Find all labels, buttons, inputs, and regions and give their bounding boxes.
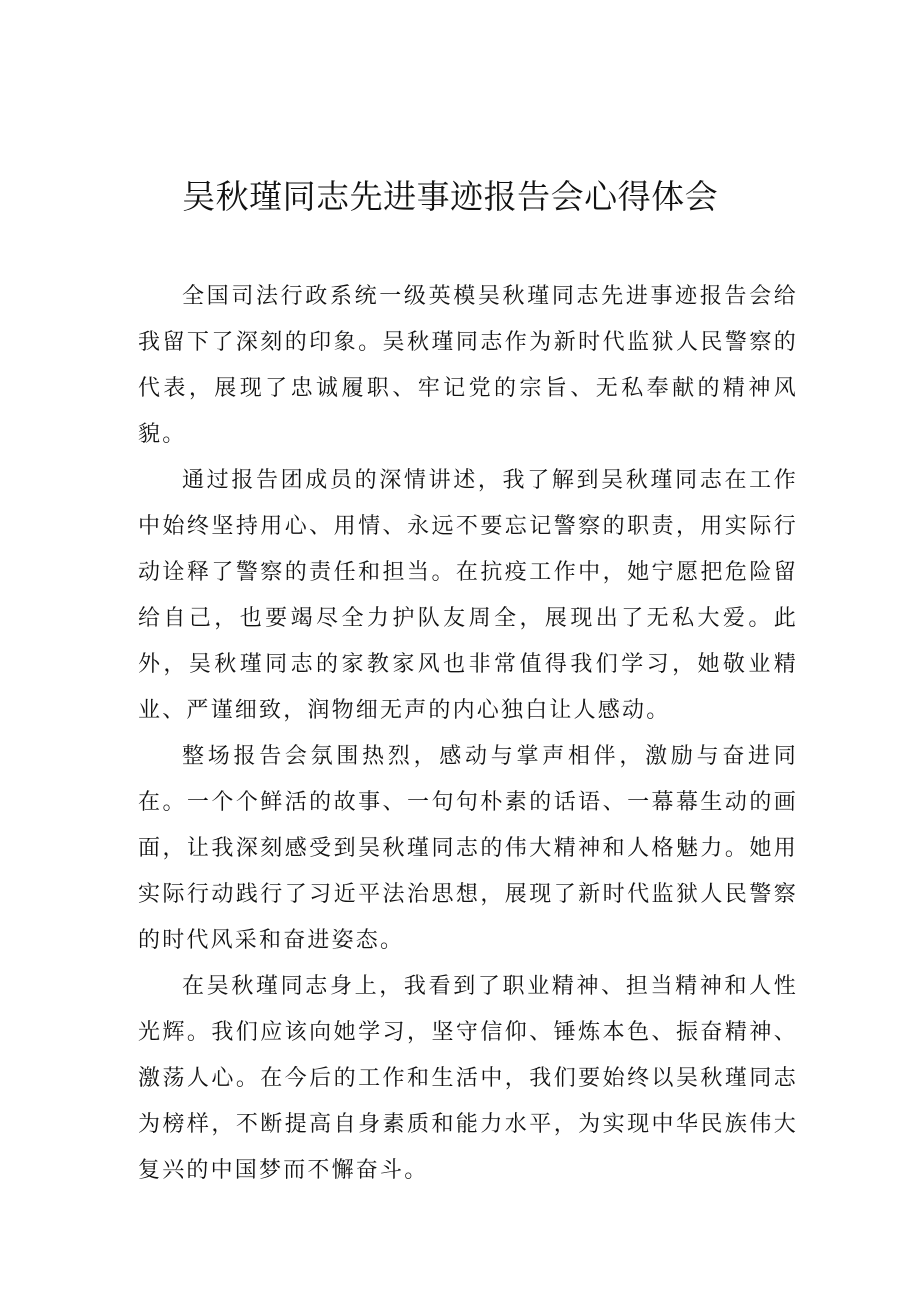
paragraph-3: 整场报告会氛围热烈，感动与掌声相伴，激励与奋进同在。一个个鲜活的故事、一句句朴素的话语、一幕幕生动的画面，让我深刻感受到吴秋瑾同志的伟大精神和人格魅力。她用实际行动践行了习近平法治思想，展现了新时代监狱人民警察的时代风采和奋进姿态。 [138, 744, 798, 953]
paragraph-4: 在吴秋瑾同志身上，我看到了职业精神、担当精神和人性光辉。我们应该向她学习，坚守信仰、锤炼本色、振奋精神、激荡人心。在今后的工作和生活中，我们要始终以吴秋瑾同志为榜样，不断提高自身素质和能力水平，为实现中华民族伟大复兴的中国梦而不懈奋斗。 [138, 974, 798, 1183]
document-body [138, 274, 798, 1194]
paragraph-2: 通过报告团成员的深情讲述，我了解到吴秋瑾同志在工作中始终坚持用心、用情、永远不要忘记警察的职责，用实际行动诠释了警察的责任和担当。在抗疫工作中，她宁愿把危险留给自己，也要竭尽全力护队友周全，展现出了无私大爱。此外，吴秋瑾同志的家教家风也非常值得我们学习，她敬业精业、严谨细致，润物细无声的内心独白让人感动。 [138, 468, 798, 723]
document-title: 吴秋瑾同志先进事迹报告会心得体会 [182, 177, 719, 216]
paragraph-1: 全国司法行政系统一级英模吴秋瑾同志先进事迹报告会给我留下了深刻的印象。吴秋瑾同志作为新时代监狱人民警察的代表，展现了忠诚履职、牢记党的宗旨、无私奉献的精神风貌。 [138, 284, 798, 447]
